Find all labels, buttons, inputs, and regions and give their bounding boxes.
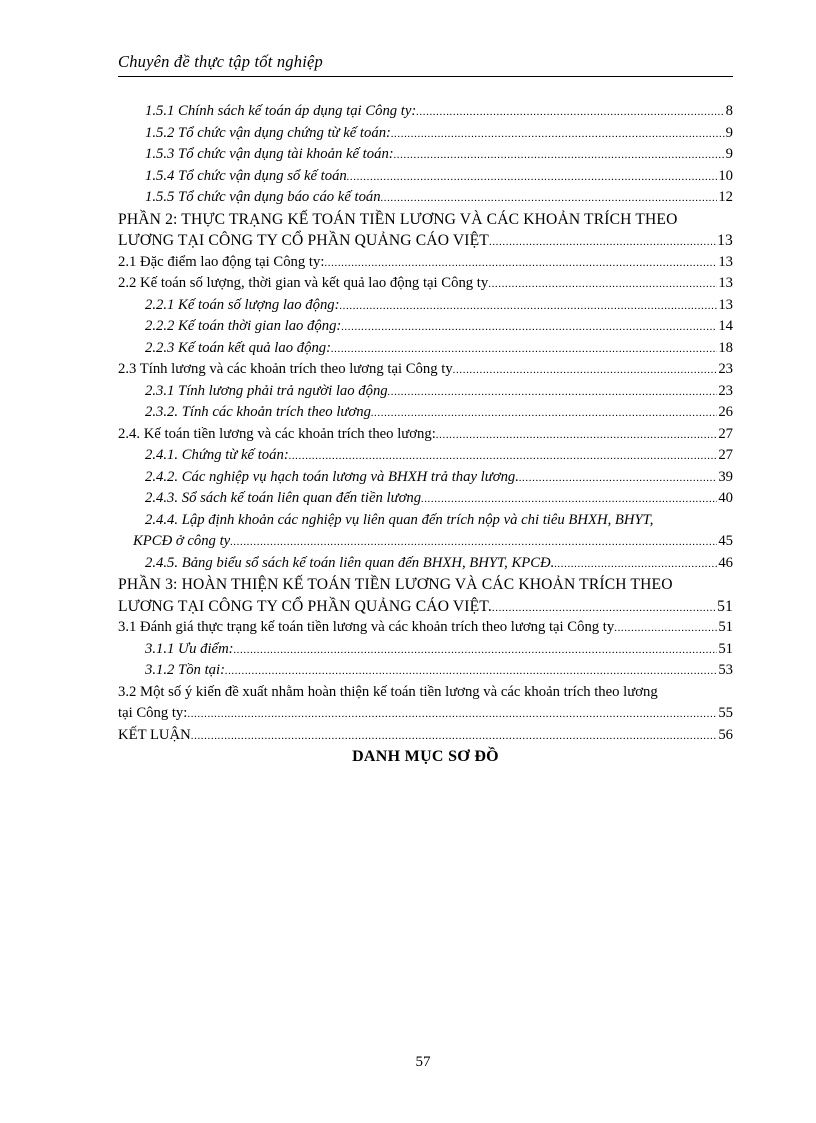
toc-entry-text: 2.4.5. Bảng biểu sổ sách kế toán liên quan đến BHXH, BHYT, KPCĐ. xyxy=(145,554,555,571)
toc-entry-text: LƯƠNG TẠI CÔNG TY CỔ PHẦN QUẢNG CÁO VIỆT. xyxy=(118,597,492,615)
toc-entry-2-4-4[interactable] xyxy=(118,531,733,553)
toc-entry-part-2-line1[interactable]: PHẦN 2: THỰC TRẠNG KẾ TOÁN TIỀN LƯƠNG VÀ CÁC KHOẢN TRÍCH THEO xyxy=(118,210,678,228)
toc-entry-page: 23 xyxy=(718,382,733,399)
toc-entry-2-1[interactable] xyxy=(118,252,733,274)
toc-entry-3-2-line1[interactable]: 3.2 Một số ý kiến đề xuất nhằm hoàn thiện kế toán tiền lương và các khoản trích theo lương xyxy=(118,683,658,700)
toc-entry-1-5-4[interactable] xyxy=(118,166,733,188)
toc-entry-text: tại Công ty: xyxy=(118,705,188,721)
toc-entry-text: 1.5.5 Tổ chức vận dụng báo cáo kế toán xyxy=(145,189,381,205)
header-rule xyxy=(118,76,733,77)
toc-entry-page: 14 xyxy=(718,318,733,334)
toc-entry-text: 2.4.3. Sổ sách kế toán liên quan đến tiền lương xyxy=(145,490,422,506)
toc-entry-2-3[interactable] xyxy=(118,359,733,381)
toc-entry-text: 1.5.1 Chính sách kế toán áp dụng tại Công ty: xyxy=(145,103,417,119)
toc-entry-2-2-1[interactable] xyxy=(118,295,733,317)
toc-entry-2-2[interactable] xyxy=(118,273,733,295)
toc-entry-page: 10 xyxy=(718,167,733,184)
toc-entry-text: 2.2.3 Kế toán kết quả lao động: xyxy=(145,339,332,356)
toc-leader xyxy=(488,273,717,295)
toc-entry-2-3-2[interactable] xyxy=(118,402,733,424)
section-heading: DANH MỤC SƠ ĐỒ xyxy=(352,748,499,765)
toc-leader xyxy=(416,101,724,123)
toc-leader xyxy=(234,639,718,661)
toc-entry-conclusion[interactable] xyxy=(118,725,733,747)
toc-entry-1-5-3[interactable] xyxy=(118,144,733,166)
toc-entry-part-2[interactable] xyxy=(118,230,733,252)
toc-entry-2-2-3[interactable] xyxy=(118,338,733,360)
toc-entry-2-2-2[interactable] xyxy=(118,316,733,338)
toc-leader xyxy=(554,553,717,575)
toc-entry-3-2[interactable] xyxy=(118,703,733,725)
toc-entry-page: 13 xyxy=(718,253,733,270)
toc-leader xyxy=(394,144,725,166)
toc-entry-page: 26 xyxy=(718,404,733,420)
toc-entry-2-4-3[interactable] xyxy=(118,488,733,510)
toc-entry-1-5-1[interactable] xyxy=(118,101,733,123)
toc-leader xyxy=(436,424,718,446)
toc-entry-text: 3.1.2 Tồn tại: xyxy=(145,662,225,678)
toc-leader xyxy=(492,596,716,618)
toc-entry-2-4-2[interactable] xyxy=(118,467,733,489)
table-of-contents xyxy=(118,101,733,746)
running-header: Chuyên đề thực tập tốt nghiệp xyxy=(118,52,323,71)
toc-entry-page: 8 xyxy=(725,103,733,119)
toc-entry-text: 1.5.4 Tổ chức vận dụng sổ kế toán xyxy=(145,167,347,184)
toc-leader xyxy=(381,187,718,209)
toc-entry-page: 46 xyxy=(718,554,733,571)
toc-entry-1-5-2[interactable] xyxy=(118,123,733,145)
toc-entry-1-5-5[interactable] xyxy=(118,187,733,209)
toc-entry-page: 56 xyxy=(718,726,733,743)
toc-entry-text: 2.4.2. Các nghiệp vụ hạch toán lương và BHXH trả thay lương. xyxy=(145,468,519,485)
toc-entry-2-4[interactable] xyxy=(118,424,733,446)
toc-entry-page: 51 xyxy=(718,619,733,635)
toc-entry-page: 45 xyxy=(718,533,733,549)
toc-entry-text: 2.3.2. Tính các khoản trích theo lương xyxy=(145,404,371,420)
toc-entry-3-1[interactable] xyxy=(118,617,733,639)
toc-leader xyxy=(191,725,718,747)
toc-entry-page: 18 xyxy=(718,339,733,356)
toc-entry-text: 2.1 Đặc điểm lao động tại Công ty: xyxy=(118,253,325,270)
toc-leader xyxy=(371,402,717,424)
toc-leader xyxy=(453,359,718,381)
toc-entry-page: 12 xyxy=(718,189,733,205)
toc-entry-page: 39 xyxy=(718,468,733,485)
toc-entry-2-4-5[interactable] xyxy=(118,553,733,575)
toc-leader xyxy=(225,660,717,682)
toc-entry-page: 13 xyxy=(718,296,733,313)
toc-entry-2-4-4-line1[interactable]: 2.4.4. Lập định khoản các nghiệp vụ liên quan đến trích nộp và chi tiêu BHXH, BHYT, xyxy=(145,511,654,528)
toc-entry-page: 53 xyxy=(718,662,733,678)
toc-entry-2-3-1[interactable] xyxy=(118,381,733,403)
toc-entry-page: 13 xyxy=(718,275,733,291)
toc-entry-page: 51 xyxy=(717,597,733,615)
toc-entry-text: 2.2.2 Kế toán thời gian lao động: xyxy=(145,318,342,334)
toc-leader xyxy=(388,381,718,403)
toc-entry-part-3-line1[interactable]: PHẦN 3: HOÀN THIỆN KẾ TOÁN TIỀN LƯƠNG VÀ CÁC KHOẢN TRÍCH THEO xyxy=(118,576,673,593)
toc-leader xyxy=(331,338,717,360)
toc-entry-text: 2.4.1. Chứng từ kế toán: xyxy=(145,447,289,463)
toc-entry-text: KPCĐ ở công ty xyxy=(133,533,231,549)
toc-entry-text: 2.4. Kế toán tiền lương và các khoản trích theo lương: xyxy=(118,425,436,442)
toc-entry-text: 2.2.1 Kế toán số lượng lao động: xyxy=(145,296,340,313)
toc-entry-page: 9 xyxy=(725,124,733,141)
toc-entry-text: 3.1 Đánh giá thực trạng kế toán tiền lương và các khoản trích theo lương tại Công ty xyxy=(118,619,615,635)
toc-entry-part-3[interactable] xyxy=(118,596,733,618)
toc-leader xyxy=(324,252,717,274)
toc-entry-text: 1.5.2 Tổ chức vận dụng chứng từ kế toán: xyxy=(145,124,391,141)
toc-entry-text: 3.1.1 Ưu điểm: xyxy=(145,640,234,657)
toc-entry-page: 27 xyxy=(718,425,733,442)
toc-entry-page: 40 xyxy=(718,490,733,506)
toc-leader xyxy=(347,166,718,188)
toc-entry-page: 9 xyxy=(725,146,733,162)
toc-entry-page: 23 xyxy=(718,361,733,377)
toc-entry-page: 27 xyxy=(718,447,733,463)
toc-entry-3-1-1[interactable] xyxy=(118,639,733,661)
toc-leader xyxy=(187,703,717,725)
toc-entry-text: 2.3.1 Tính lương phải trả người lao động xyxy=(145,382,388,399)
toc-leader xyxy=(614,617,717,639)
toc-leader xyxy=(391,123,725,145)
toc-entry-page: 13 xyxy=(717,232,733,249)
toc-leader xyxy=(230,531,717,553)
toc-entry-3-1-2[interactable] xyxy=(118,660,733,682)
toc-leader xyxy=(489,230,716,252)
toc-leader xyxy=(519,467,717,489)
toc-leader xyxy=(341,316,717,338)
toc-entry-page: 51 xyxy=(718,640,733,657)
toc-entry-text: 1.5.3 Tổ chức vận dụng tài khoản kế toán: xyxy=(145,146,394,162)
toc-leader xyxy=(421,488,717,510)
toc-entry-text: 2.2 Kế toán số lượng, thời gian và kết quả lao động tại Công ty xyxy=(118,275,489,291)
toc-entry-2-4-1[interactable] xyxy=(118,445,733,467)
toc-entry-text: LƯƠNG TẠI CÔNG TY CỔ PHẦN QUẢNG CÁO VIỆT xyxy=(118,232,489,249)
page-number: 57 xyxy=(415,1054,431,1070)
toc-entry-text: KẾT LUẬN xyxy=(118,726,191,743)
toc-entry-text: 2.3 Tính lương và các khoản trích theo lương tại Công ty xyxy=(118,361,453,377)
toc-leader xyxy=(340,295,718,317)
toc-entry-page: 55 xyxy=(718,705,733,721)
toc-leader xyxy=(289,445,718,467)
